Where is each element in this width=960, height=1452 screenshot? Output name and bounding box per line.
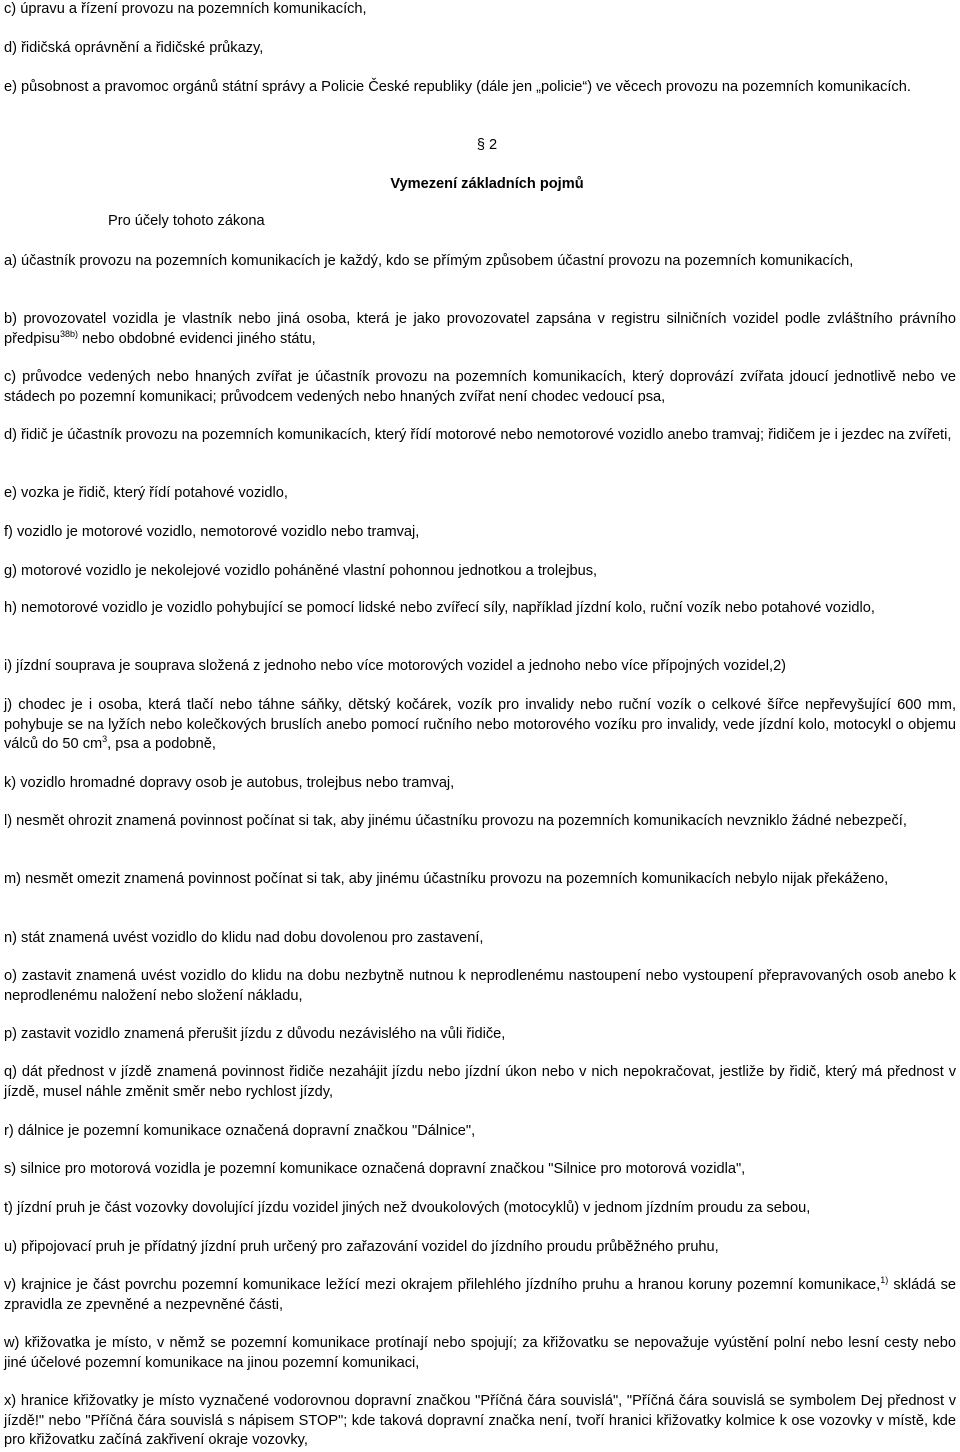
definition-o: o) zastavit znamená uvést vozidlo do klidu na dobu nezbytně nutnou k neprodlenému nastoupení nebo vystoupení přepravovaných osob anebo k neprodlenému naložení nebo složení nákladu, [4,968,956,1004]
definition-b [4,310,956,349]
superscript-cubic: 3 [102,734,108,744]
definition-s: s) silnice pro motorová vozidla je pozemní komunikace označená dopravní značkou "Silnice pro motorová vozidla", [4,1161,746,1177]
definition-n: n) stát znamená uvést vozidlo do klidu nad dobu dovolenou pro zastavení, [4,930,484,946]
definition-v-text-end: skládá se zpravidla ze zpevněné a nezpevněné části, [4,1277,956,1313]
section-title: Vymezení základních pojmů [390,176,584,192]
definition-v-text: v) krajnice je část povrchu pozemní komunikace ležící mezi okrajem přilehlého jízdního pruhu a hranou koruny pozemní komunikace, [4,1277,881,1293]
definition-h: h) nemotorové vozidlo je vozidlo pohybující se pomocí lidské nebo zvířecí síly, například jízdní kolo, ruční vozík nebo potahové vozidlo, [4,600,875,616]
definition-l: l) nesmět ohrozit znamená povinnost počínat si tak, aby jinému účastníku provozu na pozemních komunikacích nevzniklo žádné nebezpečí, [4,813,907,829]
definition-q: q) dát přednost v jízdě znamená povinnost řidiče nezahájit jízdu nebo jízdní úkon nebo v nich nepokračovat, jestliže by řidič, který má přednost v jízdě, musel náhle změnit směr nebo rychlost jízdy, [4,1064,956,1100]
definition-c: c) průvodce vedených nebo hnaných zvířat je účastník provozu na pozemních komunikacích, který doprovází zvířata jdoucí jednotlivě nebo ve stádech po pozemní komunikaci; průvodcem vedených nebo hnaných zvířat není chodec vedoucí psa, [4,369,956,405]
definition-m: m) nesmět omezit znamená povinnost počínat si tak, aby jinému účastníku provozu na pozemních komunikacích nebylo nijak překáženo, [4,871,889,887]
definition-w: w) křižovatka je místo, v němž se pozemní komunikace protínají nebo spojují; za křižovatku se nepovažuje vyústění polní nebo lesní cesty nebo jiné účelové pozemní komunikace na jinou pozemní komunikaci, [4,1335,956,1371]
footnote-ref-1: 1) [880,1275,889,1285]
definition-x: x) hranice křižovatky je místo vyznačené vodorovnou dopravní značkou "Příčná čára souvislá", "Příčná čára souvislá se symbolem Dej přednost v jízdě!" nebo "Příčná čára souvislá s nápisem STOP"; kde taková dopravní značka není, tvoří hranici křižovatky kolmice k ose vozovky v místě, kde pro křižovatku začíná zakřivení okraje vozovky, [4,1393,956,1448]
section-lead: Pro účely tohoto zákona [108,213,265,229]
definition-j-text: j) chodec je i osoba, která tlačí nebo táhne sáňky, dětský kočárek, vozík pro invalidy nebo ruční vozík o celkové šířce nepřevyšující 600 mm, pohybuje se na lyžích nebo kolečkových bruslích anebo pomocí ručního nebo motorového vozíku pro invalidy, vede jízdní kolo, motocykl o objemu válců do 50 cm [4,697,956,752]
definition-b-text: b) provozovatel vozidla je vlastník nebo jiná osoba, která je jako provozovatel zapsána v registru silničních vozidel podle zvláštního právního předpisu [4,311,956,347]
definition-p: p) zastavit vozidlo znamená přerušit jízdu z důvodu nezávislého na vůli řidiče, [4,1026,506,1042]
definition-v [4,1276,956,1315]
definition-r: r) dálnice je pozemní komunikace označená dopravní značkou "Dálnice", [4,1123,476,1139]
definition-k: k) vozidlo hromadné dopravy osob je autobus, trolejbus nebo tramvaj, [4,775,455,791]
intro-item-c: c) úpravu a řízení provozu na pozemních komunikacích, [4,1,367,17]
definition-a: a) účastník provozu na pozemních komunikacích je každý, kdo se přímým způsobem účastní provozu na pozemních komunikacích, [4,253,854,269]
definition-u: u) připojovací pruh je přídatný jízdní pruh určený pro zařazování vozidel do jízdního proudu průběžného pruhu, [4,1239,719,1255]
section-number: § 2 [476,137,498,153]
intro-item-e: e) působnost a pravomoc orgánů státní správy a Policie České republiky (dále jen „policie“) ve věcech provozu na pozemních komunikacích. [4,79,911,95]
definition-i: i) jízdní souprava je souprava složená z jednoho nebo více motorových vozidel a jednoho nebo více přípojných vozidel,2) [4,658,787,674]
definition-b-text-end: nebo obdobné evidenci jiného státu, [78,330,316,347]
definition-d: d) řidič je účastník provozu na pozemních komunikacích, který řídí motorové nebo nemotorové vozidlo anebo tramvaj; řidičem je i jezdec na zvířeti, [4,427,952,443]
intro-item-d: d) řidičská oprávnění a řidičské průkazy, [4,40,264,56]
definition-t: t) jízdní pruh je část vozovky dovolující jízdu vozidel jiných než dvoukolových (motocyklů) v jednom jízdním proudu za sebou, [4,1200,811,1216]
footnote-ref-38b: 38b) [59,328,78,339]
definition-e: e) vozka je řidič, který řídí potahové vozidlo, [4,485,288,501]
definition-j-text-end: , psa a podobně, [107,736,216,752]
definition-f: f) vozidlo je motorové vozidlo, nemotorové vozidlo nebo tramvaj, [4,524,420,540]
definition-g: g) motorové vozidlo je nekolejové vozidlo poháněné vlastní pohonnou jednotkou a trolejbus, [4,563,598,579]
definition-j [4,696,956,755]
